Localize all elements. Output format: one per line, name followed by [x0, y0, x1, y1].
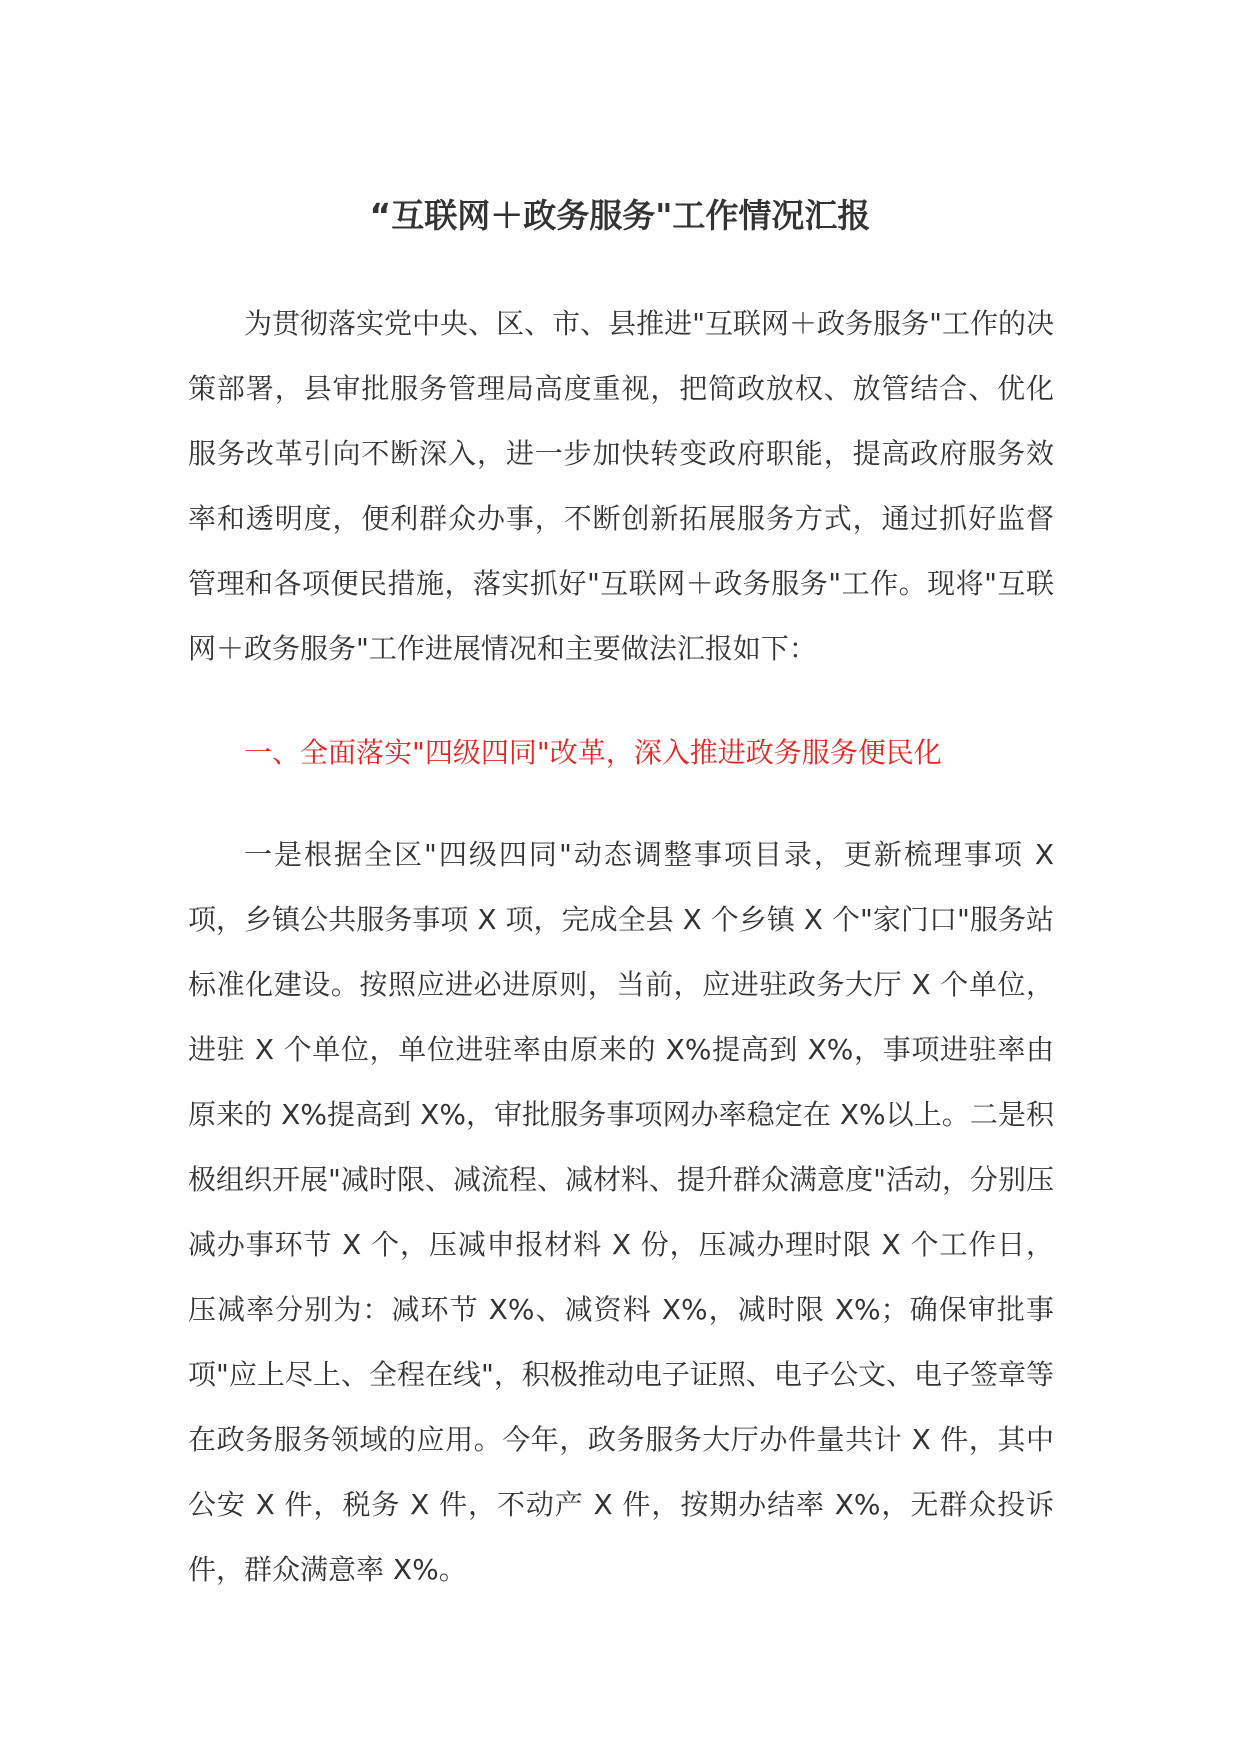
section-1-paragraph: 一是根据全区"四级四同"动态调整事项目录，更新梳理事项 X 项，乡镇公共服务事项 X 项，完成全县 X 个乡镇 X 个"家门口"服务站标准化建设。按照应进必进原则，当前，应进驻政务大厅 X 个单位，进驻 X 个单位，单位进驻率由原来的 X%提高到 X%，事项进驻率由原来的 X%提高到 X%，审批服务事项网办率稳定在 X%以上。二是积极组织开展"减时限、减流程、减材料、提升群众满意度"活动，分别压减办事环节 X 个，压减申报材料 X 份，压减办理时限 X 个工作日，压减率分别为：减环节 X%、减资料 X%，减时限 X%；确保审批事项"应上尽上、全程在线"，积极推动电子证照、电子公文、电子签章等在政务服务领域的应用。今年，政务服务大厅办件量共计 X 件，其中公安 X 件，税务 X 件，不动产 X 件，按期办结率 X%，无群众投诉件，群众满意率 X%。	[188, 838, 1054, 1586]
document-body	[188, 291, 1054, 1602]
intro-paragraph: 为贯彻落实党中央、区、市、县推进"互联网＋政务服务"工作的决策部署，县审批服务管理局高度重视，把简政放权、放管结合、优化服务改革引向不断深入，进一步加快转变政府职能，提高政府服务效率和透明度，便利群众办事，不断创新拓展服务方式，通过抓好监督管理和各项便民措施，落实抓好"互联网＋政务服务"工作。现将"互联网＋政务服务"工作进展情况和主要做法汇报如下：	[188, 307, 1054, 665]
document-title: “互联网＋政务服务"工作情况汇报	[369, 196, 871, 235]
section-heading-1: 一、全面落实"四级四同"改革，深入推进政务服务便民化	[244, 736, 942, 769]
